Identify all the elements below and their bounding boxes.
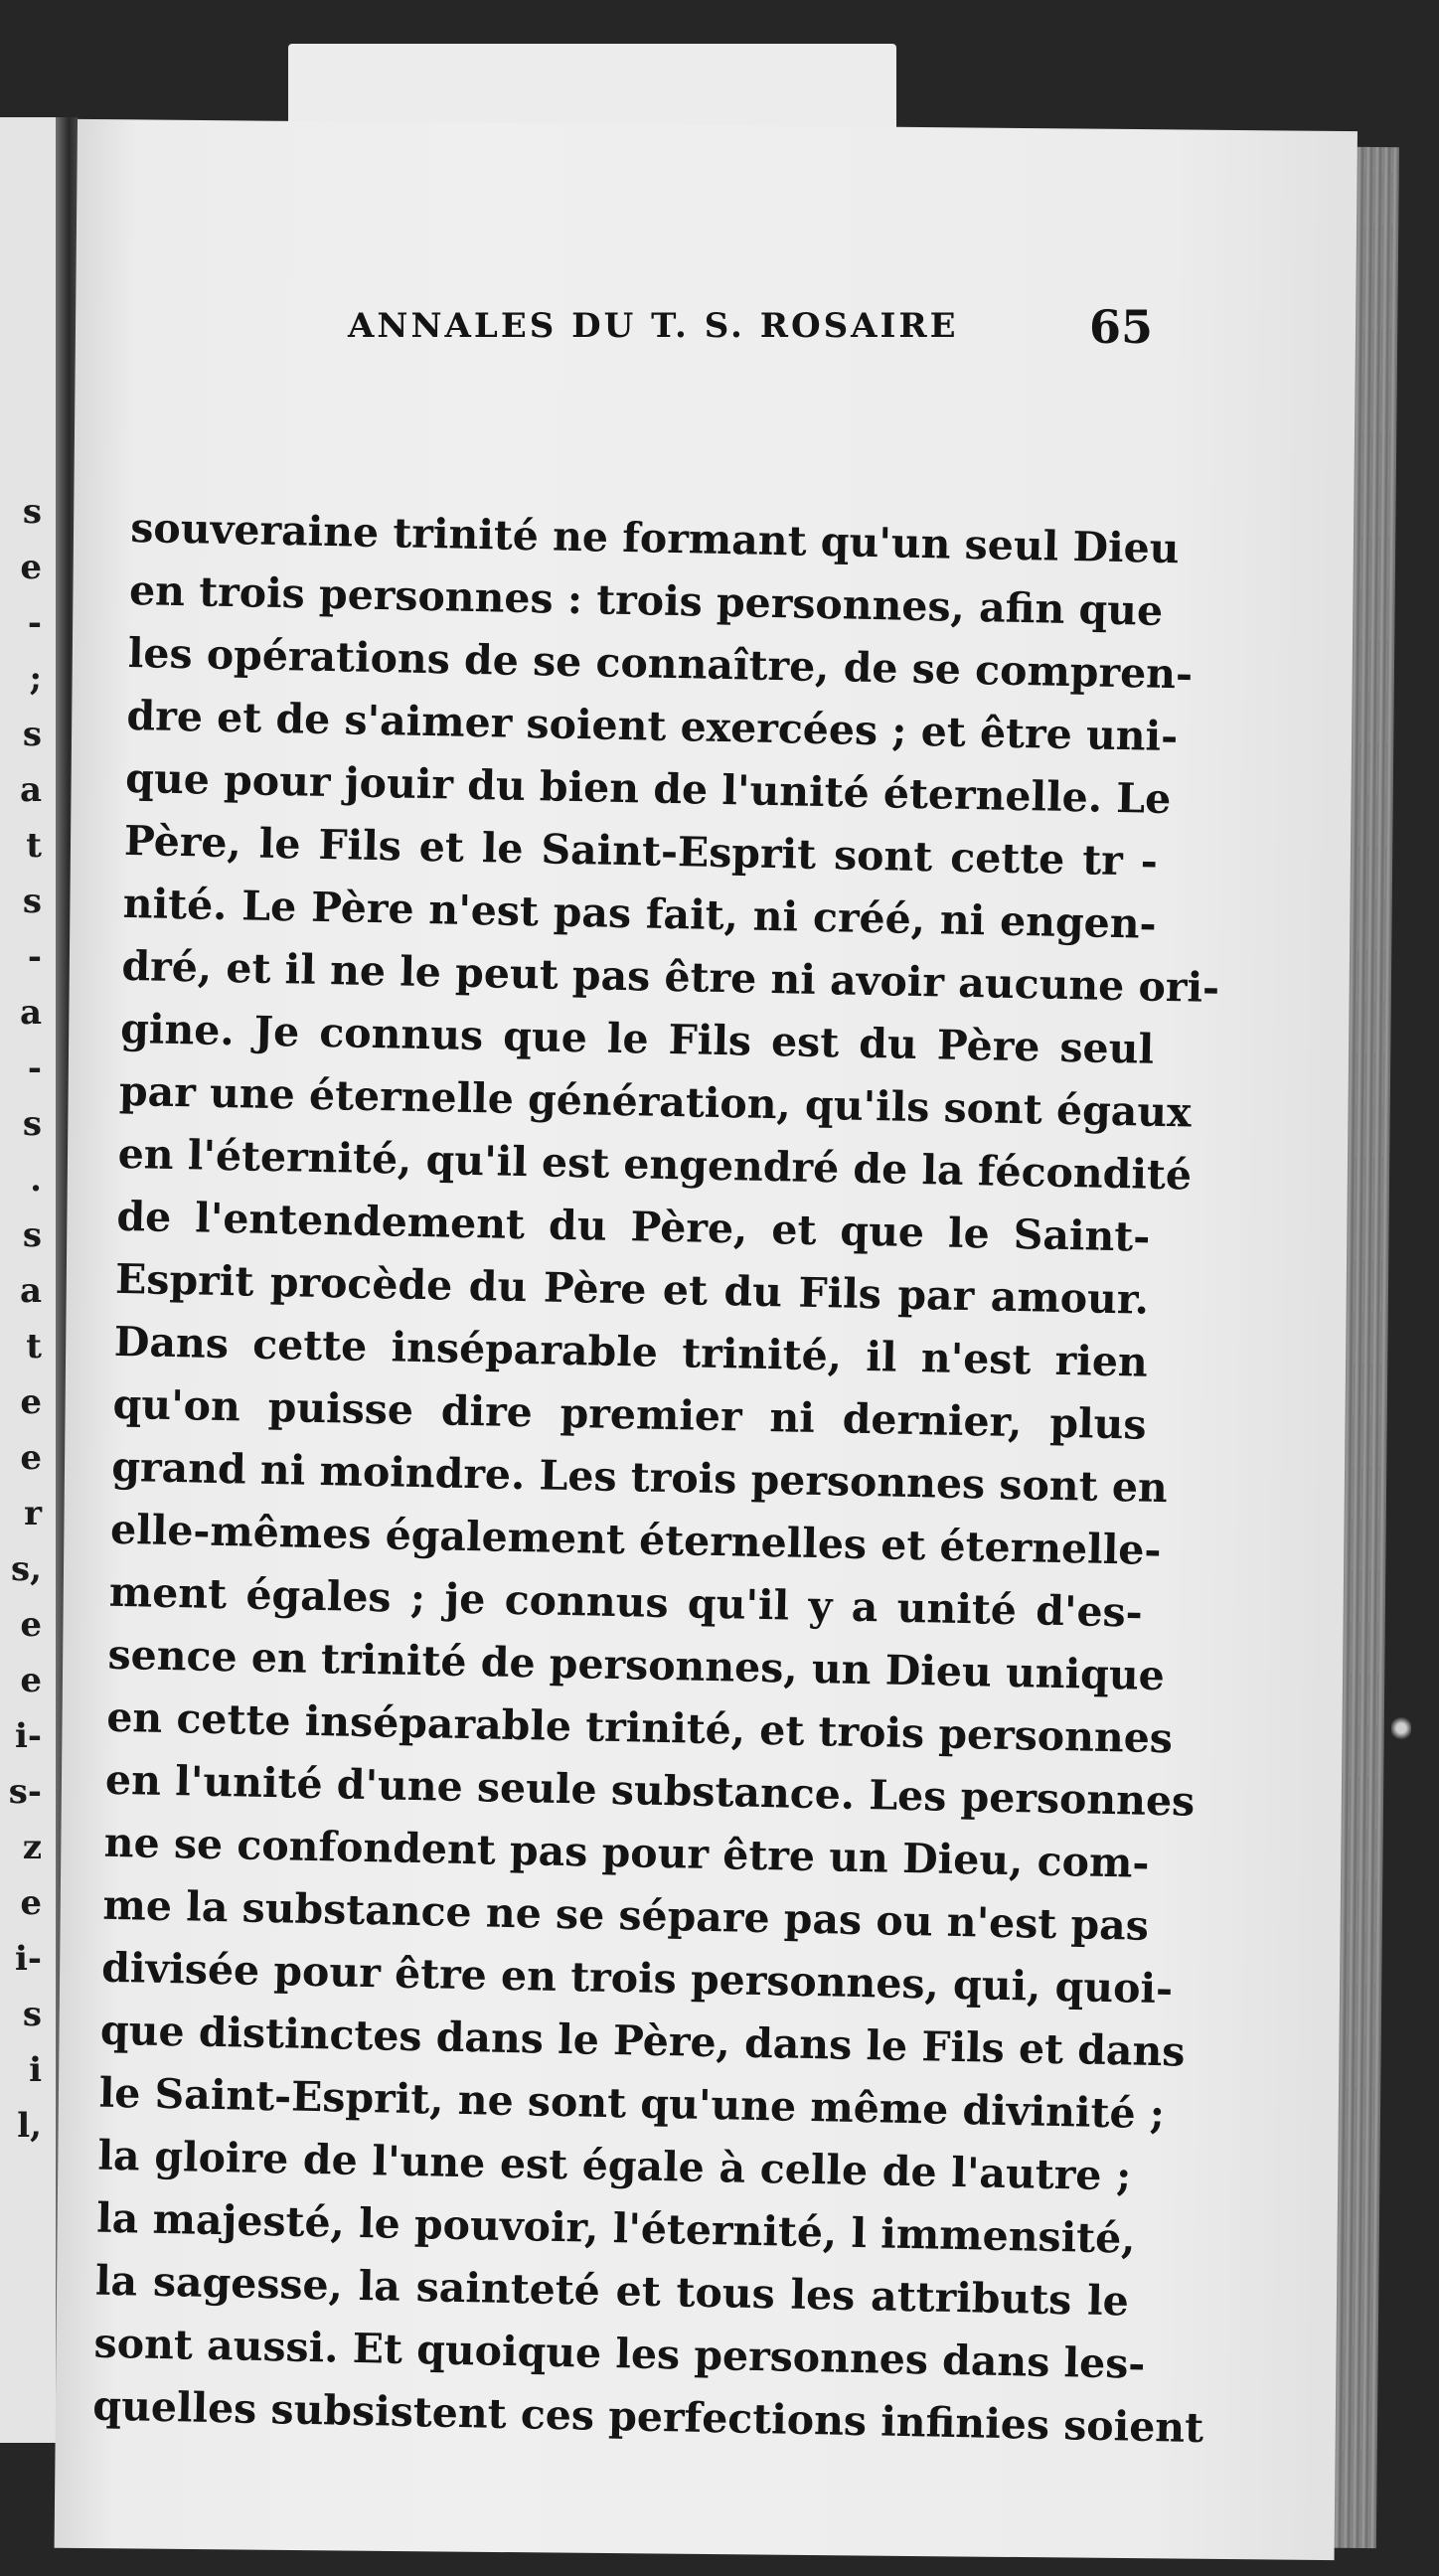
text-line: elle-mêmes également éternelles et éternelle-: [109, 1505, 1162, 1575]
text-line: ment égales ; je connus qu'il y a unité d'es-: [108, 1567, 1144, 1637]
text-line: que distinctes dans le Père, dans le Fils et dans: [99, 2006, 1186, 2076]
margin-fragment: s: [22, 882, 42, 921]
text-line: Esprit procède du Père et du Fils par amour.: [114, 1254, 1150, 1324]
text-line: en cette inséparable trinité, et trois personnes: [105, 1692, 1174, 1763]
margin-fragment: i-: [14, 1716, 42, 1756]
margin-fragment: e: [20, 1661, 42, 1700]
margin-fragment: s: [22, 1215, 42, 1255]
text-line: la sagesse, la sainteté et tous les attributs le: [94, 2256, 1130, 2326]
margin-fragment: e: [20, 1438, 42, 1478]
margin-fragment: a: [19, 1271, 42, 1311]
text-line: la majesté, le pouvoir, l'éternité, l immensité,: [95, 2193, 1136, 2263]
margin-fragment: a: [19, 993, 42, 1033]
text-line: dre et de s'aimer soient exercées ; et être uni-: [126, 691, 1179, 761]
text-line: Dans cette inséparable trinité, il n'est rien: [113, 1317, 1149, 1386]
text-line: divisée pour être en trois personnes, qui, quoi-: [100, 1943, 1174, 2013]
margin-fragment: -: [27, 603, 42, 643]
text-line: qu'on puisse dire premier ni dernier, plus: [112, 1379, 1147, 1449]
margin-fragment: s: [22, 492, 42, 532]
margin-fragment: e: [20, 1605, 42, 1645]
margin-fragment: -: [27, 937, 42, 977]
text-line: le Saint-Esprit, ne sont qu'une même divinité ;: [98, 2068, 1166, 2139]
margin-fragment: e: [20, 1883, 42, 1923]
text-line: dré, et il ne le peut pas être ni avoir aucune ori-: [121, 941, 1220, 1013]
margin-fragment: i-: [14, 1939, 42, 1979]
text-line: sont aussi. Et quoique les personnes dans les-: [93, 2319, 1146, 2388]
text-line: la gloire de l'une est égale à celle de l'autre ;: [97, 2131, 1132, 2200]
margin-fragment: z: [22, 1828, 42, 1867]
text-line: quelles subsistent ces perfections infinies soient: [91, 2381, 1204, 2453]
margin-fragment: t: [26, 826, 42, 866]
text-line: ne se confondent pas pour être un Dieu, com-: [103, 1818, 1150, 1887]
running-title: ANNALES DU T. S. ROSAIRE: [348, 306, 959, 346]
margin-fragment: e: [20, 548, 42, 587]
text-line: grand ni moindre. Les trois personnes sont en: [110, 1442, 1169, 1513]
margin-fragment: e: [20, 1382, 42, 1422]
text-line: les opérations de se connaître, de se compren-: [127, 628, 1194, 699]
margin-fragment: i: [29, 2050, 42, 2090]
margin-fragment: s: [22, 1995, 42, 2034]
margin-fragment: s-: [8, 1772, 42, 1812]
margin-fragment: a: [19, 770, 42, 810]
page-header: [268, 296, 1183, 366]
text-line: en l'éternité, qu'il est engendré de la fécondité: [117, 1129, 1193, 1200]
text-line: me la substance ne se sépare pas ou n'est pas: [102, 1880, 1150, 1950]
text-line: sence en trinité de personnes, un Dieu unique: [107, 1630, 1166, 1700]
paper-speck: [1391, 1715, 1411, 1741]
margin-fragment: -: [27, 1048, 42, 1088]
text-line: de l'entendement du Père, et que le Saint-: [115, 1192, 1151, 1261]
text-line: par une éternelle génération, qu'ils sont égaux: [118, 1066, 1193, 1137]
margin-fragment: s: [22, 1104, 42, 1144]
text-line: que pour jouir du bien de l'unité éternelle. Le: [124, 753, 1172, 824]
body-text: [91, 497, 1220, 2458]
margin-fragment: r: [24, 1494, 42, 1533]
page-number: 65: [1088, 300, 1153, 354]
text-line: Père, le Fils et le Saint-Esprit sont cette tr -: [123, 816, 1159, 886]
text-line: souveraine trinité ne formant qu'un seul Dieu: [129, 503, 1181, 573]
margin-fragment: s: [22, 715, 42, 754]
margin-fragment: ;: [29, 659, 42, 699]
text-line: gine. Je connus que le Fils est du Père seul: [119, 1004, 1155, 1073]
text-line: en l'unité d'une seule substance. Les personnes: [104, 1755, 1196, 1826]
text-line: nité. Le Père n'est pas fait, ni créé, ni engen-: [122, 879, 1158, 948]
margin-fragment: s,: [11, 1549, 42, 1589]
margin-fragment: .: [30, 1160, 42, 1200]
margin-fragment: l,: [17, 2106, 42, 2146]
margin-fragment: t: [26, 1327, 42, 1367]
text-line: en trois personnes : trois personnes, afin que: [128, 565, 1164, 635]
